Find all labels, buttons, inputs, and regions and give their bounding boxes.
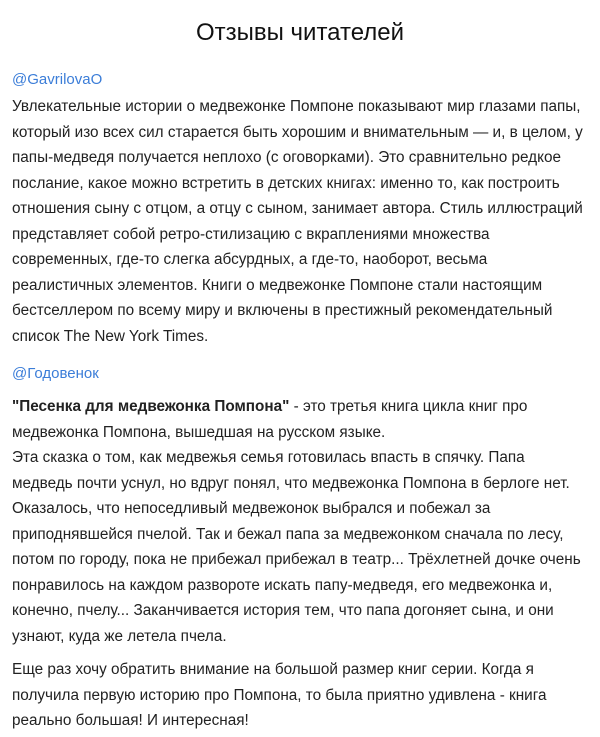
review-2 <box>12 364 588 734</box>
review-1 <box>12 70 588 349</box>
review-text: Еще раз хочу обратить внимание на большой размер книг серии. Когда я получила первую историю про Помпона, то была приятно удивлена - книга реально большая! И интересная! <box>12 661 547 729</box>
review-author-link[interactable]: @GavrilovaO <box>12 71 103 88</box>
review-text: Увлекательные истории о медвежонке Помпоне показывают мир глазами папы, который изо всех сил старается быть хорошим и внимательным — и, в целом, у папы-медведя получается неплохо (с оговорками). Это сравнительно редкое послание, какое можно встретить в детских книгах: именно то, как построить отношения сыну с отцом, а отцу с сыном, занимает автора. Стиль иллюстраций представляет собой ретро-стилизацию с вкраплениями множества современных, где-то слегка абсурдных, а где-то, наоборот, весьма реалистичных элементов. Книги о медвежонке Помпоне стали настоящим бестселлером по всему миру и включены в престижный рекомендательный список The New York Times. <box>12 98 583 345</box>
review-intro <box>12 394 588 445</box>
review-text: Эта сказка о том, как медвежья семья готовилась впасть в спячку. Папа медведь почти уснул, но вдруг понял, что медвежонка Помпона в берлоге нет. Оказалось, что непоседливый медвежонок выбрался и побежал за приподнявшейся пчелой. Так и бежал папа за медвежонком сначала по лесу, потом по городу, пока не прибежал прибежал в театр... Трёхлетней дочке очень понравилось на каждом развороте искать папу-медведя, его медвежонка и, конечно, пчелу... Заканчивается история тем, что папа догоняет сына, и они узнают, куда же летела пчела. <box>12 449 581 645</box>
review-author-link[interactable]: @Годовенок <box>12 365 99 382</box>
page-title: Отзывы читателей <box>195 19 405 46</box>
review-intro-text: - это третья книга цикла книг про медвежонка Помпона, вышедшая на русском языке. <box>12 398 528 441</box>
book-title: "Песенка для медвежонка Помпона" <box>12 398 290 415</box>
